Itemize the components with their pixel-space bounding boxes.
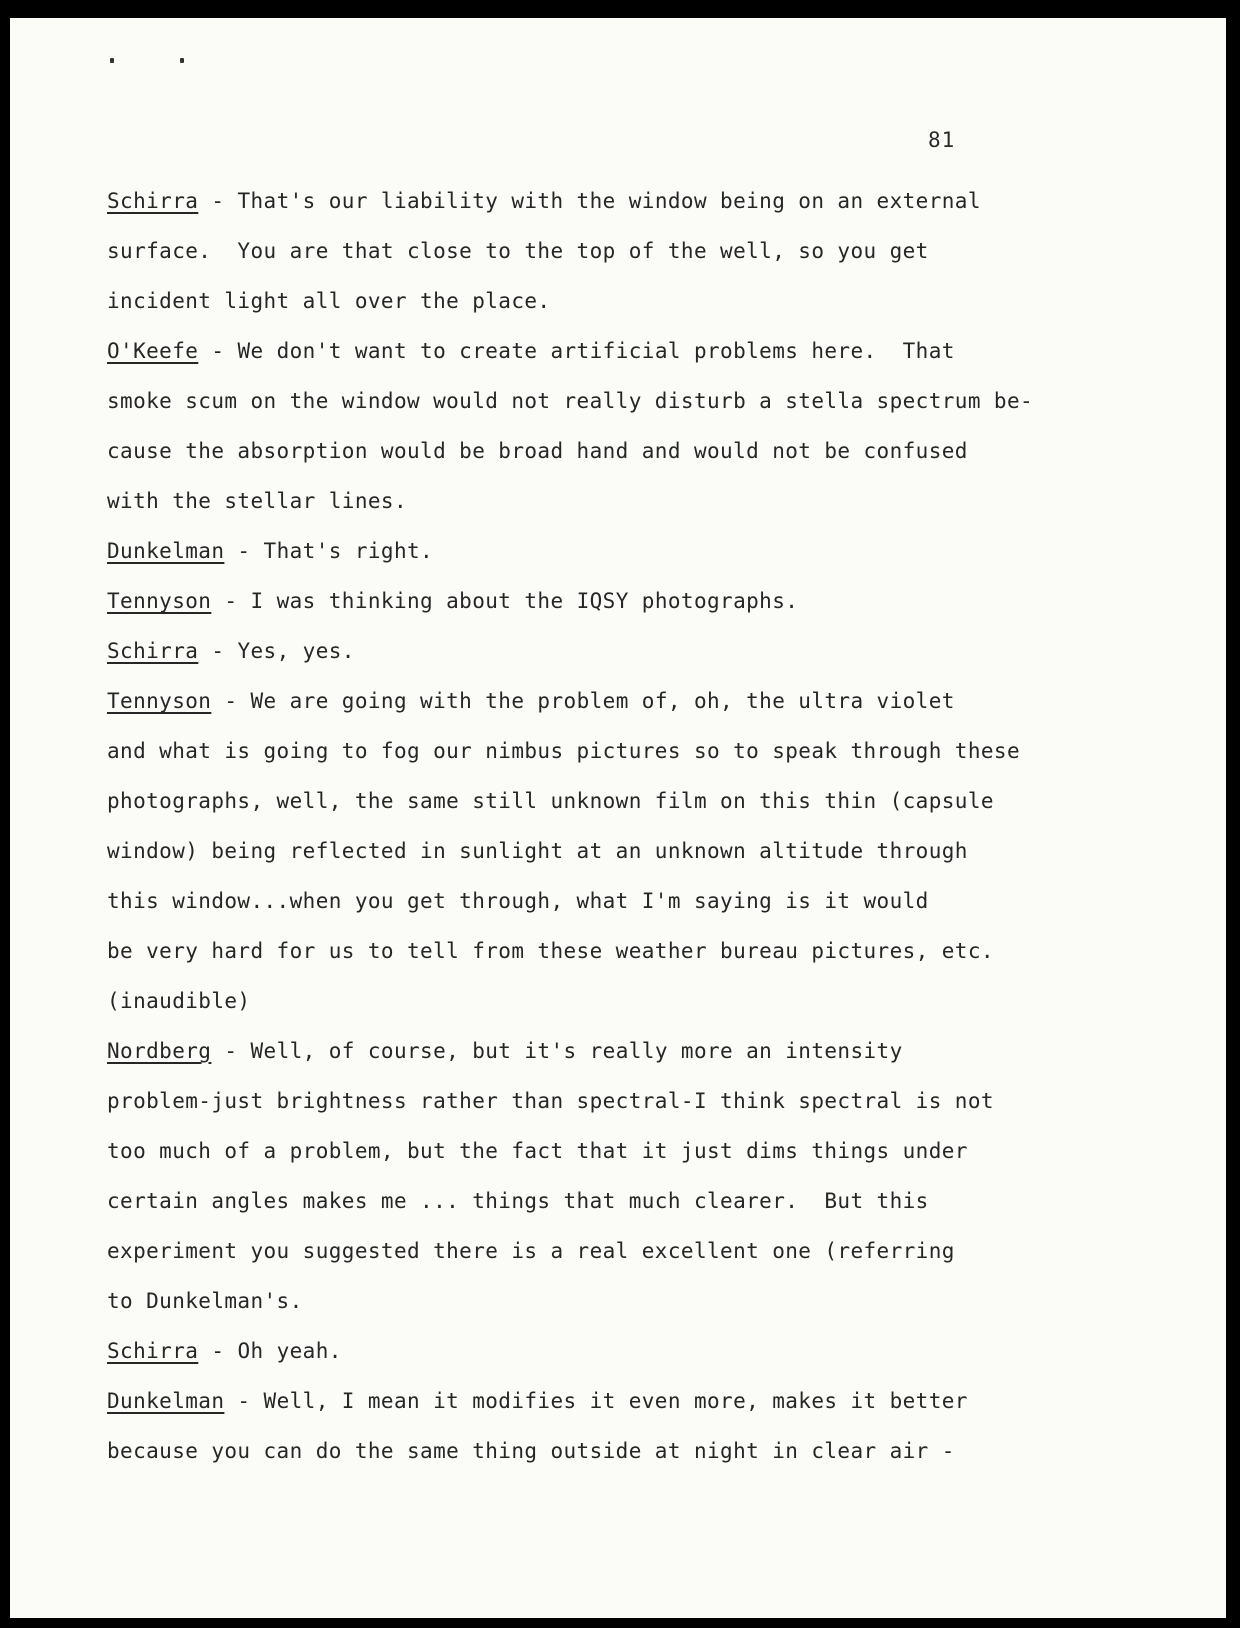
transcript-body [107,176,1187,1476]
transcript-line [107,1026,1187,1076]
line-text: - We are going with the problem of, oh, the ultra violet [211,689,955,713]
line-text: certain angles makes me ... things that much clearer. But this [107,1189,929,1213]
speaker-name: O'Keefe [107,339,199,363]
transcript-line [107,726,1187,776]
line-text: - We don't want to create artificial problems here. That [198,339,955,363]
line-text: problem-just brightness rather than spectral-I think spectral is not [107,1089,994,1113]
line-text: with the stellar lines. [107,489,407,513]
transcript-line [107,1376,1187,1426]
line-text: - Well, of course, but it's really more an intensity [211,1039,903,1063]
transcript-line [107,1276,1187,1326]
line-text: too much of a problem, but the fact that it just dims things under [107,1139,968,1163]
transcript-line [107,1426,1187,1476]
line-text: - I was thinking about the IQSY photographs. [211,589,799,613]
line-text: - Oh yeah. [198,1339,342,1363]
punch-mark-right [180,58,184,63]
speaker-name: Schirra [107,189,199,213]
transcript-line [107,876,1187,926]
speaker-name: Dunkelman [107,1389,225,1413]
line-text: and what is going to fog our nimbus pictures so to speak through these [107,739,1021,763]
line-text: - That's right. [224,539,434,563]
transcript-line [107,1326,1187,1376]
punch-mark-left [110,58,114,63]
transcript-line [107,226,1187,276]
speaker-name: Tennyson [107,689,212,713]
line-text: to Dunkelman's. [107,1289,303,1313]
transcript-line [107,176,1187,226]
transcript-line [107,1126,1187,1176]
line-text: photographs, well, the same still unknown film on this thin (capsule [107,789,994,813]
transcript-line [107,776,1187,826]
transcript-line [107,926,1187,976]
page-number: 81 [928,128,956,152]
transcript-line [107,276,1187,326]
line-text: (inaudible) [107,989,251,1013]
transcript-line [107,576,1187,626]
line-text: incident light all over the place. [107,289,551,313]
transcript-line [107,376,1187,426]
speaker-name: Tennyson [107,589,212,613]
transcript-line [107,426,1187,476]
transcript-line [107,1076,1187,1126]
speaker-name: Nordberg [107,1039,212,1063]
line-text: - That's our liability with the window being on an external [198,189,981,213]
speaker-name: Schirra [107,1339,199,1363]
transcript-line [107,1176,1187,1226]
line-text: this window...when you get through, what I'm saying is it would [107,889,929,913]
line-text: smoke scum on the window would not really disturb a stella spectrum be- [107,389,1034,413]
line-text: be very hard for us to tell from these weather bureau pictures, etc. [107,939,994,963]
transcript-line [107,476,1187,526]
transcript-line [107,526,1187,576]
line-text: - Yes, yes. [198,639,355,663]
line-text: cause the absorption would be broad hand and would not be confused [107,439,968,463]
transcript-line [107,976,1187,1026]
line-text: experiment you suggested there is a real excellent one (referring [107,1239,955,1263]
speaker-name: Dunkelman [107,539,225,563]
transcript-line [107,326,1187,376]
transcript-line [107,826,1187,876]
line-text: because you can do the same thing outside at night in clear air - [107,1439,955,1463]
transcript-line [107,1226,1187,1276]
line-text: surface. You are that close to the top of the well, so you get [107,239,929,263]
speaker-name: Schirra [107,639,199,663]
transcript-line [107,676,1187,726]
transcript-line [107,626,1187,676]
line-text: - Well, I mean it modifies it even more, makes it better [224,1389,968,1413]
document-page [10,18,1226,1618]
line-text: window) being reflected in sunlight at an unknown altitude through [107,839,968,863]
